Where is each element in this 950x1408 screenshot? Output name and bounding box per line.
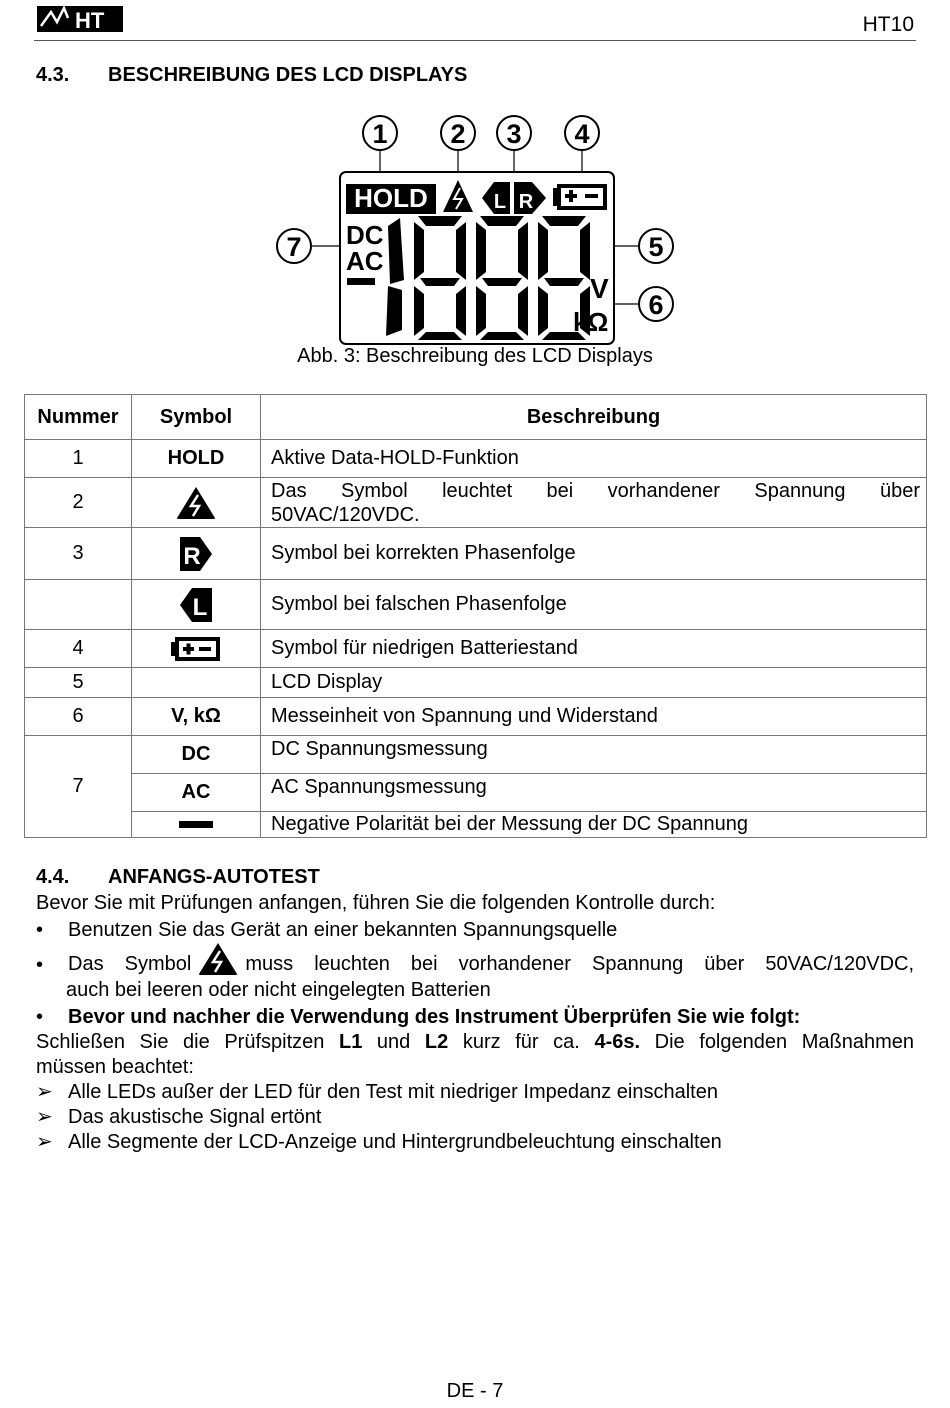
row-description: Aktive Data-HOLD-Funktion (261, 440, 927, 478)
callout-6 (639, 287, 673, 321)
para-text: Die folgenden Maßnahmen (640, 1031, 914, 1053)
row-description: Symbol für niedrigen Batteriestand (261, 630, 927, 668)
callout-3-label: 3 (506, 119, 522, 149)
procedure-paragraph-line2: müssen beachtet: (36, 1056, 194, 1078)
row-description: DC Spannungsmessung (261, 736, 927, 774)
para-text: und (362, 1031, 425, 1053)
callout-2-label: 2 (450, 119, 466, 149)
callout-3 (497, 116, 531, 150)
svg-text:R: R (518, 191, 534, 213)
bullet-item-2 (68, 942, 914, 981)
arrow-item-2: Das akustische Signal ertönt (68, 1106, 322, 1128)
row-description: AC Spannungsmessung (261, 774, 927, 812)
bullet-marker: • (36, 919, 44, 941)
para-text: kurz für ca. (448, 1031, 595, 1053)
lcd-minus-bar (347, 278, 375, 285)
header-divider (34, 40, 916, 41)
svg-text:L: L (192, 593, 208, 621)
bullet2-text-post: muss leuchten bei vorhandener Spannung über 50VAC/120VDC, (245, 953, 915, 975)
table-row (25, 440, 927, 478)
arrow-item-1: Alle LEDs außer der LED für den Test mit niedriger Impedanz einschalten (68, 1081, 718, 1103)
table-header-description: Beschreibung (261, 395, 927, 440)
lcd-ac-label: AC (346, 246, 384, 276)
arrow-marker: ➢ (36, 1106, 53, 1128)
table-row (25, 528, 927, 580)
callout-4-label: 4 (574, 119, 590, 149)
callout-5-label: 5 (648, 232, 664, 262)
symbol-description-table (24, 394, 927, 838)
page-number: DE - 7 (446, 1380, 504, 1402)
l-arrow-icon (178, 586, 214, 624)
table-row (25, 736, 927, 774)
section-number: 4.4. (36, 866, 70, 888)
logo-text: HT (75, 8, 105, 33)
procedure-paragraph-line1 (36, 1030, 914, 1055)
row-number: 4 (25, 630, 132, 668)
svg-text:R: R (183, 542, 201, 570)
bullet-marker: • (36, 954, 44, 976)
lcd-dc-label: DC (346, 220, 384, 250)
section-title: BESCHREIBUNG DES LCD DISPLAYS (108, 64, 468, 86)
row-symbol (132, 668, 261, 698)
bullet2-text-pre: Das Symbol (68, 953, 192, 975)
document-code: HT10 (862, 13, 914, 36)
table-row (25, 812, 927, 838)
arrow-marker: ➢ (36, 1131, 53, 1153)
row-symbol: HOLD (132, 440, 261, 478)
row-description: Symbol bei falschen Phasenfolge (261, 580, 927, 630)
section-4-4-heading (36, 866, 320, 889)
row-description: Symbol bei korrekten Phasenfolge (261, 528, 927, 580)
section-number: 4.3. (36, 64, 70, 86)
table-row (25, 698, 927, 736)
lcd-battery-icon (553, 184, 607, 210)
row-number: 3 (25, 528, 132, 580)
battery-icon (171, 636, 221, 662)
table-header-number: Nummer (25, 395, 132, 440)
row-symbol: DC (132, 736, 261, 774)
row-symbol: V, kΩ (132, 698, 261, 736)
para-time: 4-6s. (594, 1031, 641, 1053)
callout-4 (565, 116, 599, 150)
row-number: 7 (25, 736, 132, 838)
callout-1-label: 1 (372, 119, 388, 149)
lcd-v-label: V (590, 273, 609, 304)
callout-7 (277, 229, 311, 263)
section-4-3-heading (36, 64, 467, 87)
lcd-hold-label: HOLD (354, 183, 428, 213)
minus-bar-icon (179, 821, 213, 829)
row-description: Negative Polarität bei der Messung der DC Spannung (261, 812, 927, 838)
callout-2 (441, 116, 475, 150)
para-l1: L1 (338, 1031, 363, 1053)
callout-5 (639, 229, 673, 263)
row-description: Messeinheit von Spannung und Widerstand (261, 698, 927, 736)
callout-1 (363, 116, 397, 150)
lightning-warning-icon (176, 486, 216, 520)
section-title: ANFANGS-AUTOTEST (108, 866, 320, 888)
row-number: 6 (25, 698, 132, 736)
row-description-line1: Das Symbol leuchtet bei vorhandener Spannung über (271, 479, 920, 502)
lcd-display-figure (270, 108, 690, 348)
table-row (25, 478, 927, 528)
table-row (25, 668, 927, 698)
table-row (25, 774, 927, 812)
svg-text:L: L (493, 191, 507, 213)
table-row (25, 630, 927, 668)
arrow-marker: ➢ (36, 1081, 53, 1103)
row-description-line2: 50VAC/120VDC. (271, 503, 420, 526)
para-text: Schließen Sie die Prüfspitzen (36, 1031, 339, 1053)
bullet-marker: • (36, 1006, 44, 1028)
row-number: 2 (25, 478, 132, 528)
intro-paragraph: Bevor Sie mit Prüfungen anfangen, führen Sie die folgenden Kontrolle durch: (36, 892, 716, 914)
arrow-item-3: Alle Segmente der LCD-Anzeige und Hintergrundbeleuchtung einschalten (68, 1131, 722, 1153)
r-arrow-icon (178, 535, 214, 573)
figure-caption: Abb. 3: Beschreibung des LCD Displays (297, 345, 653, 367)
para-l2: L2 (424, 1031, 449, 1053)
row-description: LCD Display (261, 668, 927, 698)
row-number: 5 (25, 668, 132, 698)
row-number: 1 (25, 440, 132, 478)
table-header-symbol: Symbol (132, 395, 261, 440)
row-symbol: AC (132, 774, 261, 812)
callout-7-label: 7 (286, 232, 302, 262)
bullet-item-2-line2: auch bei leeren oder nicht eingelegten Batterien (66, 979, 491, 1001)
callout-6-label: 6 (648, 290, 664, 320)
lightning-warning-icon (197, 942, 239, 976)
table-header-row (25, 395, 927, 440)
bullet-item-3: Bevor und nachher die Verwendung des Instrument Überprüfen Sie wie folgt: (68, 1006, 801, 1028)
ht-logo (37, 4, 123, 34)
row-number (25, 580, 132, 630)
table-row (25, 580, 927, 630)
bullet-item-1: Benutzen Sie das Gerät an einer bekannten Spannungsquelle (68, 919, 618, 941)
lcd-kohm-label: kΩ (573, 307, 609, 337)
